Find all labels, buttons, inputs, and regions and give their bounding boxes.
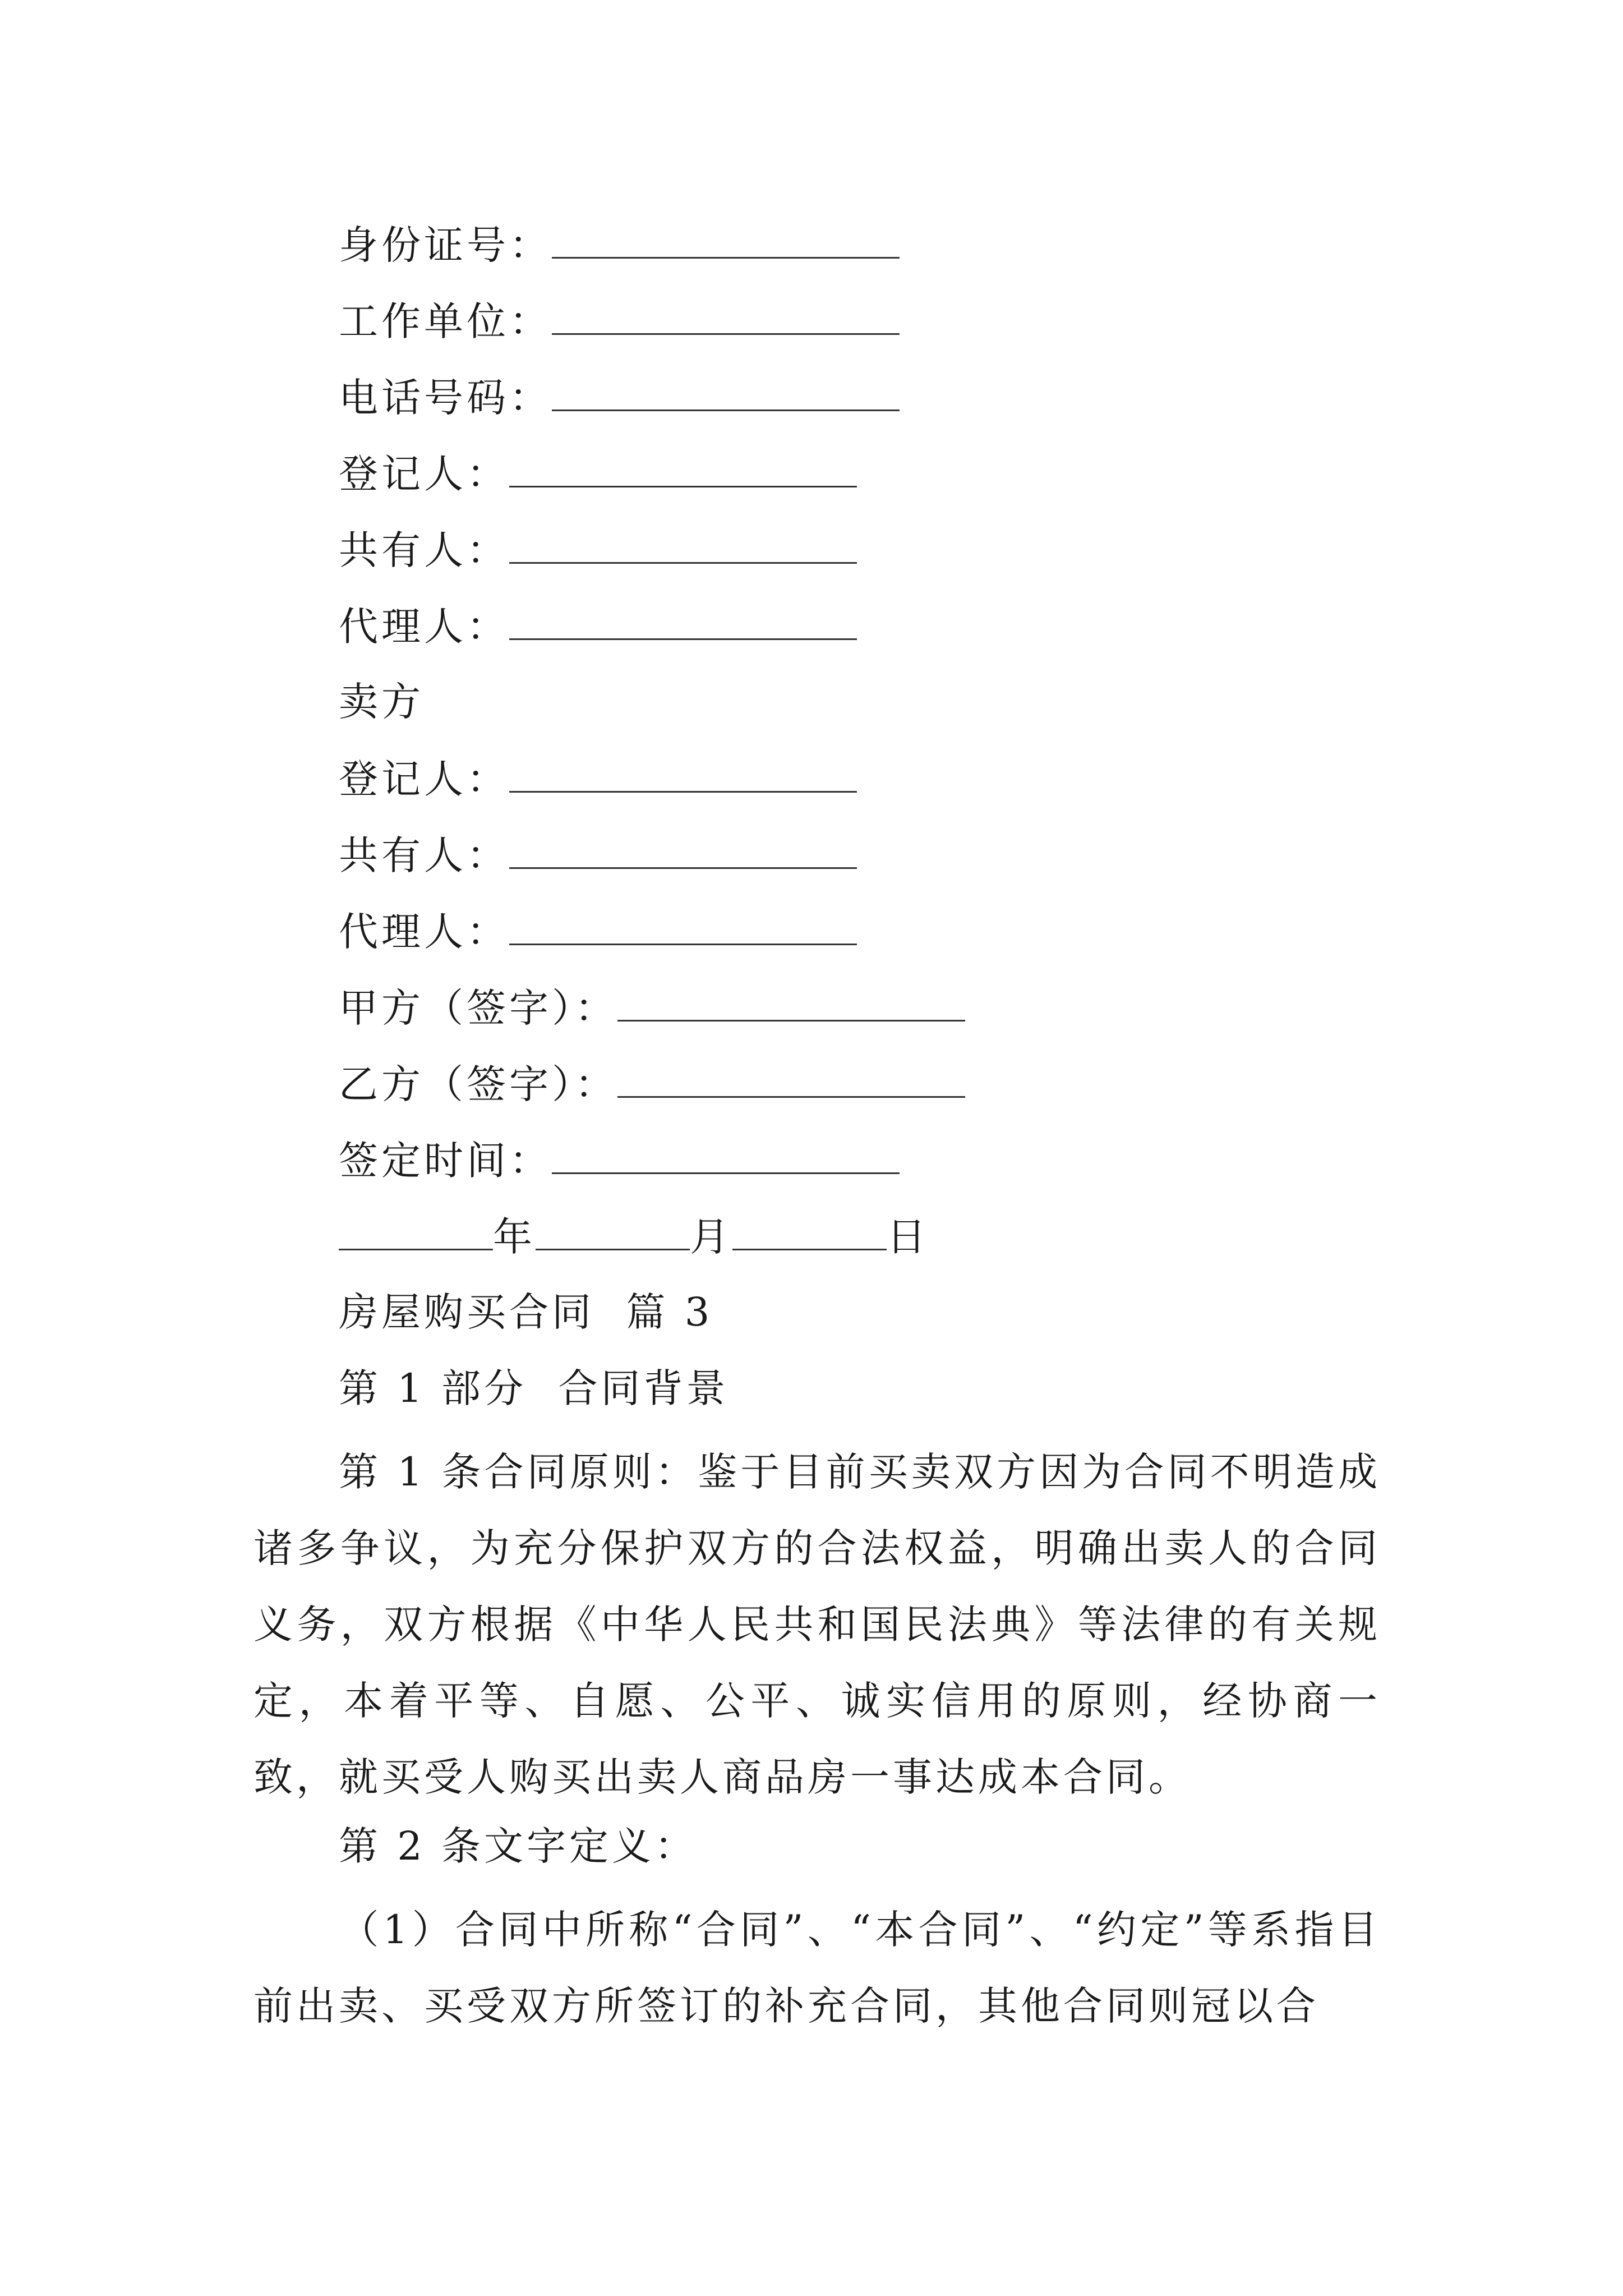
work-unit-field <box>339 298 900 344</box>
blank-line <box>509 758 857 793</box>
seller-registrant-field <box>339 756 857 802</box>
article-2-item-1-paragraph <box>253 1892 1381 2044</box>
field-label: 甲方（签字）： <box>339 985 617 1031</box>
party-a-signature-field <box>339 985 965 1031</box>
id-number-field <box>339 222 900 268</box>
blank-line <box>509 911 857 945</box>
article-1-paragraph <box>253 1434 1381 1815</box>
year-label: 年 <box>493 1214 536 1260</box>
blank-line <box>552 224 900 259</box>
blank-line <box>552 301 900 335</box>
blank-line <box>617 1064 965 1098</box>
blank-line <box>509 606 857 640</box>
signing-date-field <box>339 1138 900 1184</box>
part-title: 第 1 部分 合同背景 <box>339 1365 729 1411</box>
blank-line <box>509 530 857 564</box>
field-label: 代理人： <box>339 909 509 955</box>
buyer-agent-field <box>339 604 857 650</box>
article-2-item-1-text: （1）合同中所称“合同”、“本合同”、“约定”等系指目前出卖、买受双方所签订的补充合同，其他合同则冠以合 <box>253 1907 1381 2029</box>
buyer-registrant-field <box>339 451 857 497</box>
blank-line <box>617 987 965 1022</box>
section-title: 房屋购买合同 篇 3 <box>339 1289 713 1335</box>
day-blank <box>732 1216 887 1250</box>
article-1-text: 第 1 条合同原则：鉴于目前买卖双方因为合同不明造成诸多争议，为充分保护双方的合法权益，明确出卖人的合同义务，双方根据《中华人民共和国民法典》等法律的有关规定，本着平等、自愿、公平、诚实信用的原则，经协商一致，就买受人购买出卖人商品房一事达成本合同。 <box>253 1449 1381 1800</box>
year-blank <box>339 1216 493 1250</box>
field-label: 登记人： <box>339 756 509 802</box>
field-label: 工作单位： <box>339 298 552 344</box>
phone-number-field <box>339 375 900 421</box>
blank-line <box>509 835 857 869</box>
field-label: 登记人： <box>339 451 509 497</box>
blank-line <box>509 453 857 487</box>
field-label: 共有人： <box>339 527 509 573</box>
blank-line <box>552 1140 900 1174</box>
field-label: 共有人： <box>339 832 509 878</box>
date-line <box>339 1214 929 1260</box>
month-blank <box>536 1216 690 1250</box>
buyer-co-owner-field <box>339 527 857 573</box>
day-label: 日 <box>887 1214 929 1260</box>
field-label: 签定时间： <box>339 1138 552 1184</box>
article-2-title: 第 2 条文字定义： <box>339 1823 698 1869</box>
field-label: 身份证号： <box>339 222 552 268</box>
seller-co-owner-field <box>339 832 857 878</box>
field-label: 乙方（签字）： <box>339 1061 617 1107</box>
field-label: 代理人： <box>339 604 509 650</box>
seller-agent-field <box>339 909 857 955</box>
blank-line <box>552 377 900 411</box>
seller-heading: 卖方 <box>339 679 424 725</box>
party-b-signature-field <box>339 1061 965 1107</box>
field-label: 电话号码： <box>339 375 552 421</box>
month-label: 月 <box>690 1214 732 1260</box>
